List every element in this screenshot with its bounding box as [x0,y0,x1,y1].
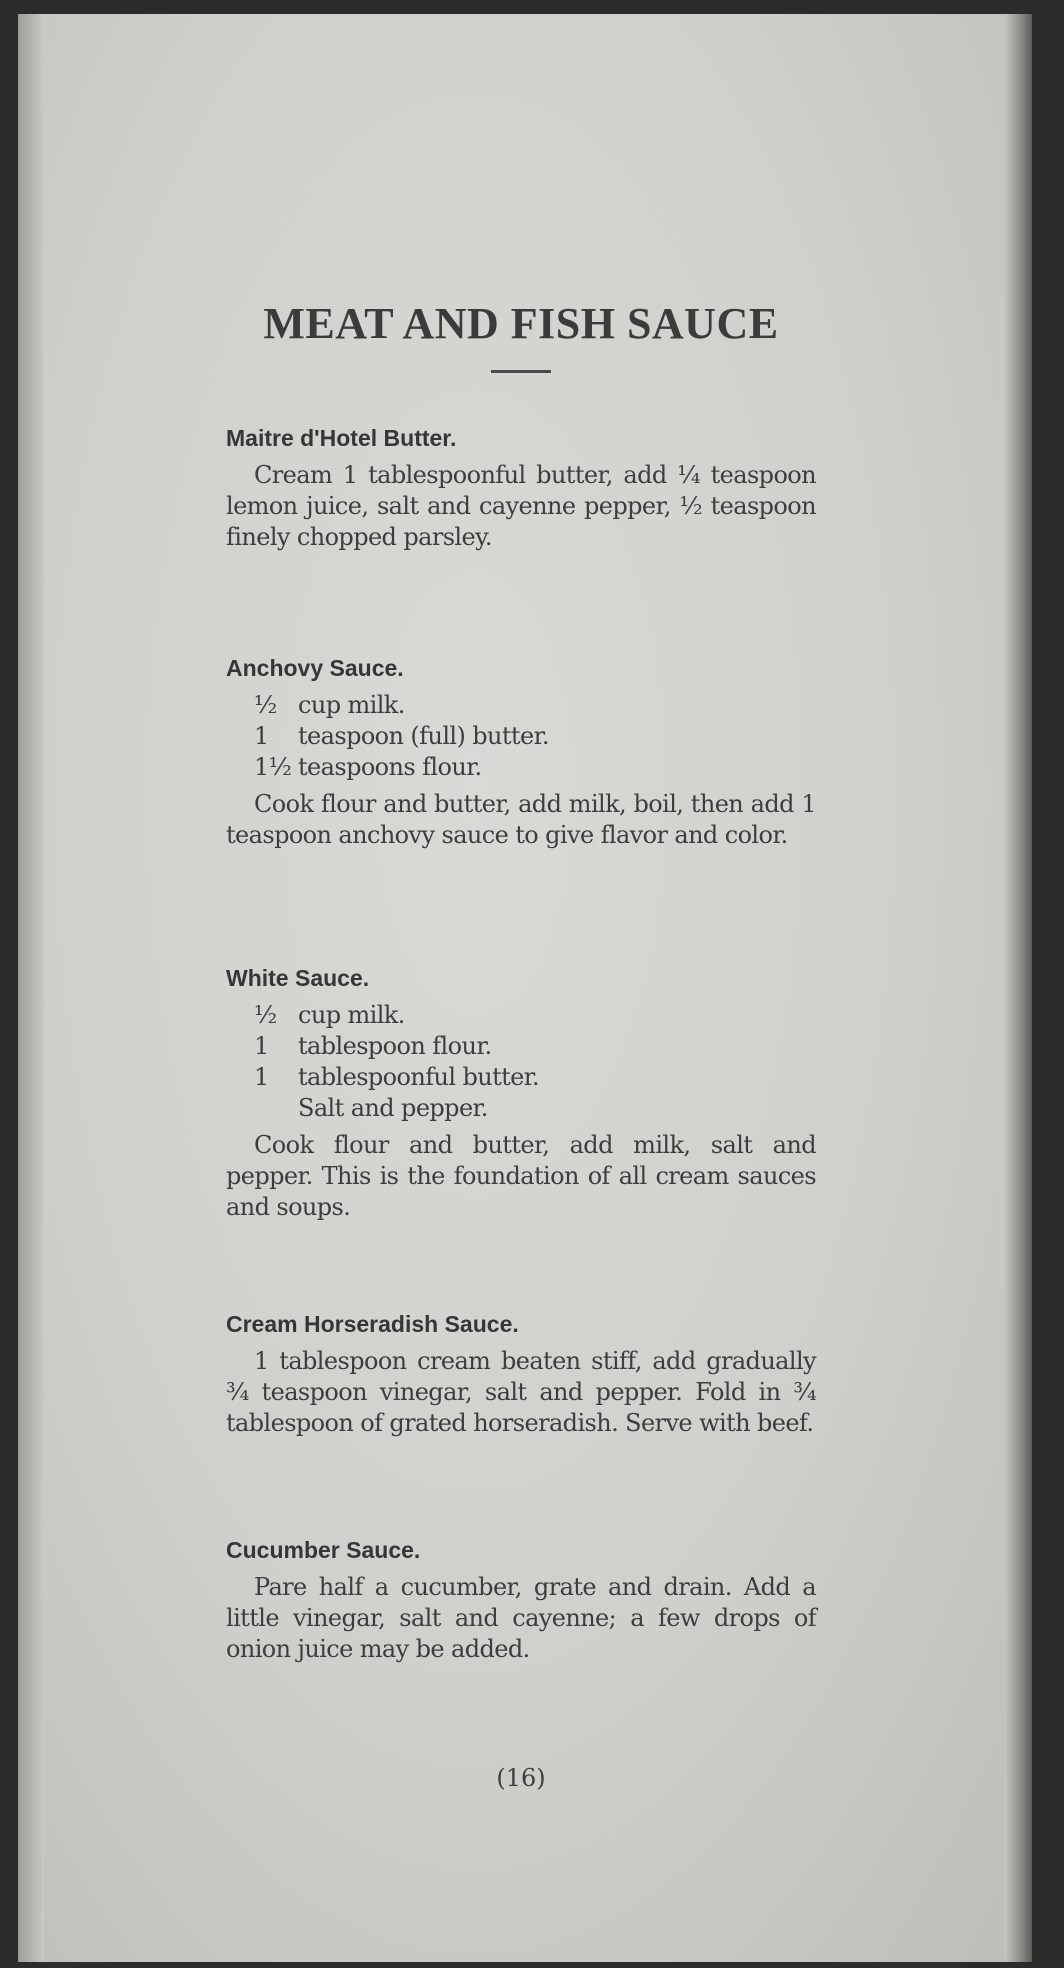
recipe-cucumber-sauce [226,1534,816,1665]
recipe-maitre-dhotel-butter [226,422,816,553]
recipe-title: Anchovy Sauce. [226,655,404,681]
recipe-instructions: Cream 1 tablespoonful butter, add ¼ teaspoon lemon juice, salt and cayenne pepper, ½ teaspoon finely chopped parsley. [226,461,816,551]
ingredient-item [226,1093,816,1124]
ingredient-quantity: 1 [254,1032,269,1060]
ingredient-quantity: 1 [254,722,269,750]
ingredient-name: cup milk. [298,691,405,719]
page-title: MEAT AND FISH SAUCE [263,299,779,348]
recipe-instructions: 1 tablespoon cream beaten stiff, add gradually ¾ teaspoon vinegar, salt and pepper. Fold in ¾ tablespoon of grated horseradish. Serve with beef. [226,1347,816,1437]
ingredient-quantity: 1½ [254,753,292,781]
ingredient-name: cup milk. [298,1001,405,1029]
ingredient-list [226,690,816,783]
ingredient-quantity: ½ [254,1001,277,1029]
ingredient-item [226,721,816,752]
page-gutter [18,14,44,1962]
ingredient-name: tablespoon flour. [298,1032,492,1060]
page-content [226,294,816,1792]
title-divider [491,370,551,373]
ingredient-item [226,752,816,783]
recipe-instructions: Pare half a cucumber, grate and drain. Add a little vinegar, salt and cayenne; a few drops of onion juice may be added. [226,1573,816,1663]
ingredient-item [226,690,816,721]
ingredient-name: teaspoons flour. [298,753,482,781]
ingredient-list [226,1000,816,1124]
ingredient-item [226,1000,816,1031]
recipe-title: Cream Horseradish Sauce. [226,1311,519,1337]
recipe-title: Maitre d'Hotel Butter. [226,425,457,451]
recipe-title: Cucumber Sauce. [226,1537,421,1563]
ingredient-name: tablespoonful butter. [298,1063,540,1091]
page-number: (16) [496,1764,546,1792]
recipe-instructions: Cook flour and butter, add milk, boil, then add 1 teaspoon anchovy sauce to give flavor and color. [226,790,816,849]
page-edge [1004,14,1032,1962]
recipe-cream-horseradish-sauce [226,1308,816,1439]
recipe-white-sauce [226,962,816,1223]
ingredient-quantity: 1 [254,1063,269,1091]
ingredient-item [226,1062,816,1093]
ingredient-name: Salt and pepper. [298,1094,488,1122]
recipe-anchovy-sauce [226,652,816,851]
ingredient-name: teaspoon (full) butter. [298,722,549,750]
ingredient-item [226,1031,816,1062]
ingredient-quantity: ½ [254,691,277,719]
recipe-instructions: Cook flour and butter, add milk, salt and pepper. This is the foundation of all cream sauces and soups. [226,1131,816,1221]
recipe-title: White Sauce. [226,965,370,991]
book-page [18,14,1032,1962]
